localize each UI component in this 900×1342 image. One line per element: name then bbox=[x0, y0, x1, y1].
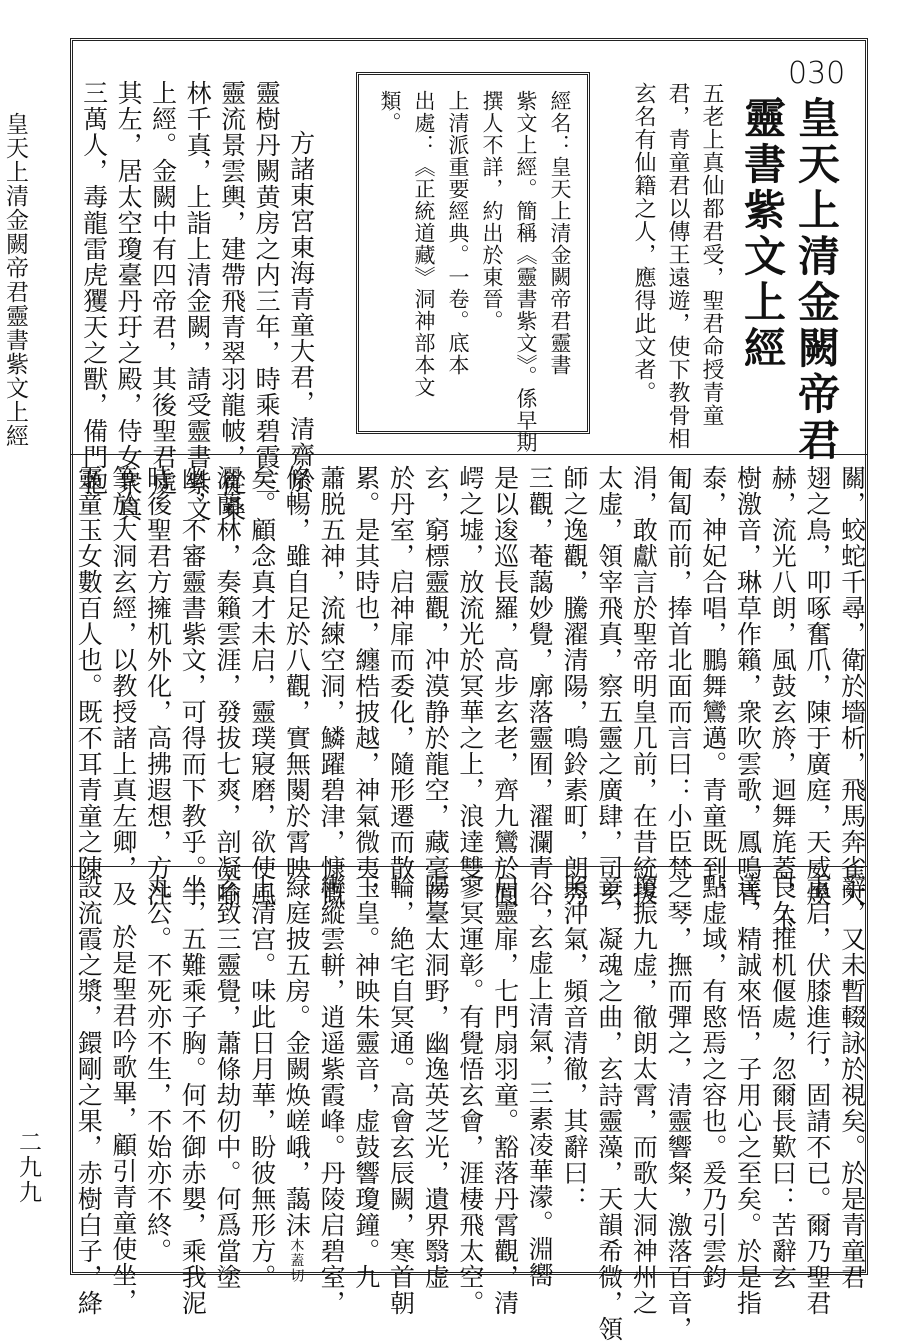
text-column: 匍匐而前，捧首北面而言曰：小臣梵 bbox=[664, 465, 694, 881]
text-column: 照沖氣，頻音清徹，其辭曰： bbox=[559, 874, 589, 1212]
text-column: 是以逡巡長羅，高步玄老，齊九鸞於閬 bbox=[490, 465, 520, 907]
text-column: 章，凝魂之曲，玄詩靈藻，天韻希微，領 bbox=[594, 874, 624, 1342]
text-column: 其左，居太空瓊臺丹玗之殿，侍女衆真 bbox=[114, 80, 144, 522]
text-column: 玄致三靈覺，蕭條劫仞中。何爲當塗 bbox=[212, 874, 242, 1290]
note-line: 經名：皇天上清金闕帝君靈書 bbox=[548, 90, 572, 376]
text-column: 達，精誠來悟，子用心之至矣。於是指 bbox=[733, 874, 763, 1316]
text-column: 轡縱雲軿，逍遥紫霞峰。丹陵启碧室， bbox=[317, 874, 347, 1316]
note-line: 上清派重要經典。一卷。底本 bbox=[446, 90, 470, 376]
text-column: 點虚域，有愍焉之容也。爰乃引雲鈞 bbox=[698, 874, 728, 1290]
text-column: 筆於大洞玄經，以教授諸上真左卿，及 bbox=[108, 465, 138, 907]
page-number: 二九九 bbox=[15, 1130, 41, 1205]
sequence-number: 030 bbox=[788, 56, 846, 91]
text-column: 輪，絶宅自冥通。高會玄辰闕，寒首朝 bbox=[386, 874, 416, 1316]
text-column: 陽臺太洞野，幽逸英芝光，遺界翳虚 bbox=[421, 874, 451, 1290]
note-line: 出處：《正統道藏》洞神部本文 bbox=[412, 90, 436, 398]
text-column: 林千真，上詣上清金闕，請受靈書紫文 bbox=[183, 80, 213, 522]
text-column: 崿之墟，放流光於冥華之上，浪達雙 bbox=[455, 465, 485, 881]
intro-line: 玄名有仙籍之人，應得此文者。 bbox=[631, 82, 656, 404]
text-column: 條暢，雖自足於八觀，實無闋於霄映 bbox=[282, 465, 312, 881]
text-column: 辭，又未暫輟詠於視矣。於是青童君 bbox=[837, 874, 867, 1290]
note-line: 紫文上經。簡稱《靈書紫文》。係早期 bbox=[514, 90, 538, 454]
text-column: 上清宫。味此日月華，盼彼無形方。 bbox=[247, 874, 277, 1290]
text-column: 涓，敢獻言於聖帝明皇几前，在昔統拔 bbox=[629, 465, 659, 907]
inline-note: 木蓋切 bbox=[288, 1238, 305, 1283]
text-column: 時後聖君方擁机外化，高拂遐想，方注 bbox=[143, 465, 173, 907]
text-column: 灑蘭林，奏籟雲涯，發拔七爽，剖凝喻 bbox=[212, 465, 242, 907]
text-column: 靈童玉女數百人也。既不耳青童之陳 bbox=[74, 465, 104, 881]
text-column: 之琴，撫而彈之，清靈響粲，激落百音， bbox=[664, 874, 694, 1342]
text-column: 丸公。不死亦不生，不始亦不終。 bbox=[143, 874, 173, 1264]
text-column: 方諸東宮東海青童大君，清齋於 bbox=[286, 130, 316, 494]
title-line-1: 皇天上清金闕帝君 bbox=[792, 96, 841, 464]
text-column: 關，蛟蛇千尋，衛於墻析，飛馬奔雀大 bbox=[837, 465, 867, 907]
text-column: 靈樹丹闕黄房之内三年，時乘碧霞三 bbox=[252, 80, 282, 496]
text-column: 設流霞之漿，鐶剛之果，赤樹白子，絳 bbox=[74, 874, 104, 1316]
text-column: 師之逸觀，騰濯清陽，鳴鈴素町，朗秀 bbox=[559, 465, 589, 907]
text-column: 緑庭披五房。金闕焕嵯峨，藹沫木蓋切 bbox=[282, 874, 312, 1283]
text-column: 重启，伏膝進行，固請不已。爾乃聖君 bbox=[802, 874, 832, 1316]
text-column: 良久推机偃處，忽爾長歎曰：苦辭玄 bbox=[768, 874, 798, 1290]
intro-line: 君，青童君以傳王遠遊，使下教骨相 bbox=[665, 82, 690, 450]
title-line-2: 靈書紫文上經 bbox=[738, 96, 787, 372]
text-column: 泰，神妃合唱，鵬舞鸞邁。青童既到， bbox=[698, 465, 728, 907]
text-column: 三萬人，毒龍雷虎玃天之獸，備門抱 bbox=[79, 80, 109, 496]
text-column: 矣。顧念真才未启，靈璞寢磨，欲使風 bbox=[247, 465, 277, 907]
text-column: 玄虚上清氣，三素凌華濛。淵嚮 bbox=[525, 924, 555, 1288]
text-column: 赫，流光八朗，風鼓玄旍，迴舞旄蓋，玉 bbox=[768, 465, 798, 933]
text-column: 玄，窮標靈觀，冲漠静於龍空，藏毫芒 bbox=[421, 465, 451, 907]
text-column: 靈流景雲輿，建帶飛青翠羽龍帔，從桑 bbox=[217, 80, 247, 522]
intro-line: 五老上真仙都君受，聖君命授青童 bbox=[699, 82, 724, 427]
text-column: 於是聖君吟歌畢，顧引青童使坐， bbox=[108, 924, 138, 1314]
text-column: 三觀，菴藹妙覺，廓落靈囿，濯瀾青谷， bbox=[525, 465, 555, 933]
text-column: 於丹室，启神扉而委化，隨形遷而散 bbox=[386, 465, 416, 881]
text-column: 樹激音，琳草作籟，衆吹雲歌，鳳鳴青 bbox=[733, 465, 763, 907]
text-column: 蕭脱五神，流練空洞，鱗躍碧津，慷慨 bbox=[317, 465, 347, 907]
note-line: 類。 bbox=[378, 90, 402, 134]
text-column: 幽，不審靈書紫文，可得而下教乎。于 bbox=[178, 465, 208, 907]
text-column: 启靈扉，七門扇羽童。豁落丹霄觀，清 bbox=[490, 874, 520, 1316]
text-column: 翅之鳥，叩啄奮爪，陳于廣庭，天威煥 bbox=[802, 465, 832, 907]
text-column: 瓊振九虚，徹朗太霄，而歌大洞神州之 bbox=[629, 874, 659, 1316]
text-column: 太虚，領宰飛真，察五靈之廣肆，司玄 bbox=[594, 465, 624, 907]
text-column: 玉皇。神映朱靈音，虚鼓響瓊鐘。九 bbox=[351, 874, 381, 1290]
text-column: 累。是其時也，纏梏披越，神氣微夷， bbox=[351, 465, 381, 907]
text-column: 寥冥運彰。有覺悟玄會，涯棲飛太空。 bbox=[455, 874, 485, 1316]
text-column: 坐，五難乘子胸。何不御赤嬰，乘我泥 bbox=[178, 874, 208, 1316]
note-line: 撰人不詳，約出於東晉。 bbox=[480, 90, 504, 332]
text-column: 上經。金闕中有四帝君，其後聖君處 bbox=[148, 80, 178, 496]
running-head: 皇天上清金闕帝君靈書紫文上經 bbox=[2, 112, 28, 448]
